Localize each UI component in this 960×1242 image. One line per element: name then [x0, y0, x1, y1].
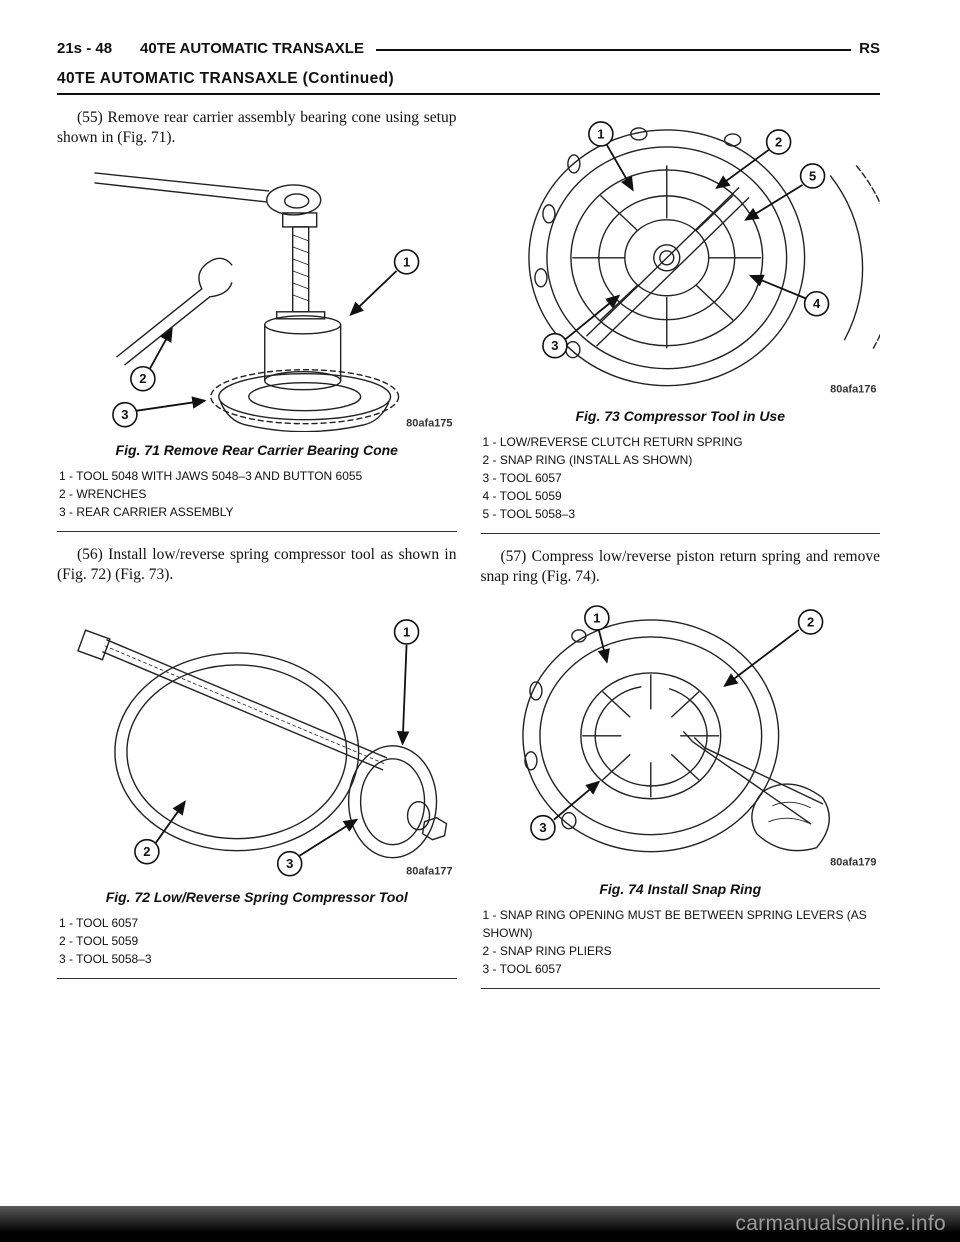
svg-text:4: 4: [812, 296, 820, 312]
callout-3: [278, 852, 302, 876]
legend-item: 3 - TOOL 5058–3: [59, 951, 152, 966]
callout-3: [542, 334, 566, 358]
figure-72-drawing: [57, 594, 457, 879]
clutch-assembly-drawing: [528, 128, 880, 386]
figure-71: [57, 157, 457, 532]
section-heading-bar: [57, 70, 880, 95]
svg-text:3: 3: [538, 820, 547, 836]
legend-item: 4 - TOOL 5059: [482, 488, 562, 503]
section-title: 40TE AUTOMATIC TRANSAXLE (Continued): [57, 70, 395, 87]
figure-71-legend: [57, 467, 457, 532]
callout-3: [113, 403, 137, 427]
figure-73: [481, 108, 881, 534]
figure-71-caption: Fig. 71 Remove Rear Carrier Bearing Cone: [115, 441, 398, 458]
svg-text:2: 2: [774, 134, 782, 150]
figure-72-caption: Fig. 72 Low/Reverse Spring Compressor Tool: [105, 888, 408, 905]
puller-tool-drawing: [95, 173, 399, 432]
legend-item: 1 - SNAP RING OPENING MUST BE BETWEEN SPRING LEVERS (AS SHOWN): [482, 907, 867, 940]
callout-1: [588, 122, 612, 146]
legend-item: 2 - SNAP RING PLIERS: [482, 943, 612, 958]
svg-text:5: 5: [808, 168, 816, 184]
legend-item: 1 - LOW/REVERSE CLUTCH RETURN SPRING: [482, 434, 743, 449]
figure-72-illustration: [57, 594, 457, 879]
right-column: [481, 108, 881, 1002]
paragraph-step-55: (55) Remove rear carrier assembly bearing cone using setup shown in (Fig. 71).: [57, 109, 457, 147]
legend-item: 3 - TOOL 6057: [482, 470, 562, 485]
figure-71-illustration: [57, 157, 457, 432]
paragraph-step-56: (56) Install low/reverse spring compressor tool as shown in (Fig. 72) (Fig. 73).: [57, 545, 457, 584]
callout-2: [135, 840, 159, 864]
legend-item: 3 - TOOL 6057: [482, 961, 562, 976]
figure-72-legend: [57, 914, 457, 979]
svg-text:2: 2: [139, 371, 147, 387]
legend-item: 1 - TOOL 6057: [59, 915, 139, 930]
callout-1: [395, 620, 419, 644]
svg-text:3: 3: [121, 407, 129, 423]
callout-2: [798, 610, 822, 634]
spring-compressor-drawing: [78, 630, 447, 860]
figure-73-code: 80afa176: [829, 383, 876, 396]
figure-74: [481, 596, 881, 989]
figure-74-legend: [481, 906, 881, 989]
callout-2: [131, 367, 155, 391]
svg-text:1: 1: [402, 624, 411, 640]
page-number: 21s - 48: [57, 40, 113, 57]
legend-item: 1 - TOOL 5048 WITH JAWS 5048–3 AND BUTTON 6055: [59, 468, 363, 483]
svg-text:2: 2: [806, 614, 814, 630]
callout-3: [530, 816, 554, 840]
callout-1: [395, 250, 419, 274]
svg-text:2: 2: [143, 844, 151, 860]
footer-bar: [0, 1206, 960, 1242]
figure-74-code: 80afa179: [829, 856, 877, 869]
figure-73-caption: Fig. 73 Compressor Tool in Use: [575, 407, 786, 424]
figure-72-code: 80afa177: [406, 865, 453, 878]
legend-item: 3 - REAR CARRIER ASSEMBLY: [59, 504, 234, 519]
header-region-code: RS: [859, 40, 880, 57]
legend-item: 2 - TOOL 5059: [59, 933, 139, 948]
callout-1: [584, 606, 608, 630]
paragraph-step-57: (57) Compress low/reverse piston return spring and remove snap ring (Fig. 74).: [480, 547, 880, 585]
svg-text:3: 3: [286, 856, 294, 872]
legend-item: 5 - TOOL 5058–3: [482, 506, 576, 521]
figure-74-caption: Fig. 74 Install Snap Ring: [599, 880, 762, 897]
figure-73-illustration: [481, 108, 881, 398]
svg-text:3: 3: [550, 338, 559, 354]
figure-74-drawing: [481, 596, 881, 871]
figure-73-drawing: [481, 108, 881, 398]
figure-72: [57, 594, 457, 979]
two-column-body: [57, 108, 880, 1002]
left-column: [57, 108, 457, 1002]
svg-text:1: 1: [596, 126, 604, 142]
page-header: [57, 40, 880, 57]
svg-text:1: 1: [592, 610, 600, 626]
legend-item: 2 - WRENCHES: [59, 486, 147, 501]
svg-text:1: 1: [402, 254, 411, 270]
watermark-text: carmanualsonline.info: [735, 1212, 946, 1235]
header-title: 40TE AUTOMATIC TRANSAXLE: [140, 40, 364, 57]
figure-71-drawing: [57, 157, 457, 432]
figure-73-legend: [481, 433, 881, 534]
figure-71-code: 80afa175: [406, 417, 453, 430]
legend-item: 2 - SNAP RING (INSTALL AS SHOWN): [482, 452, 693, 467]
callout-4: [804, 292, 828, 316]
figure-74-illustration: [481, 596, 881, 871]
callout-5: [800, 164, 824, 188]
header-divider: [376, 49, 851, 51]
callout-2: [766, 130, 790, 154]
snap-ring-install-drawing: [522, 620, 828, 852]
